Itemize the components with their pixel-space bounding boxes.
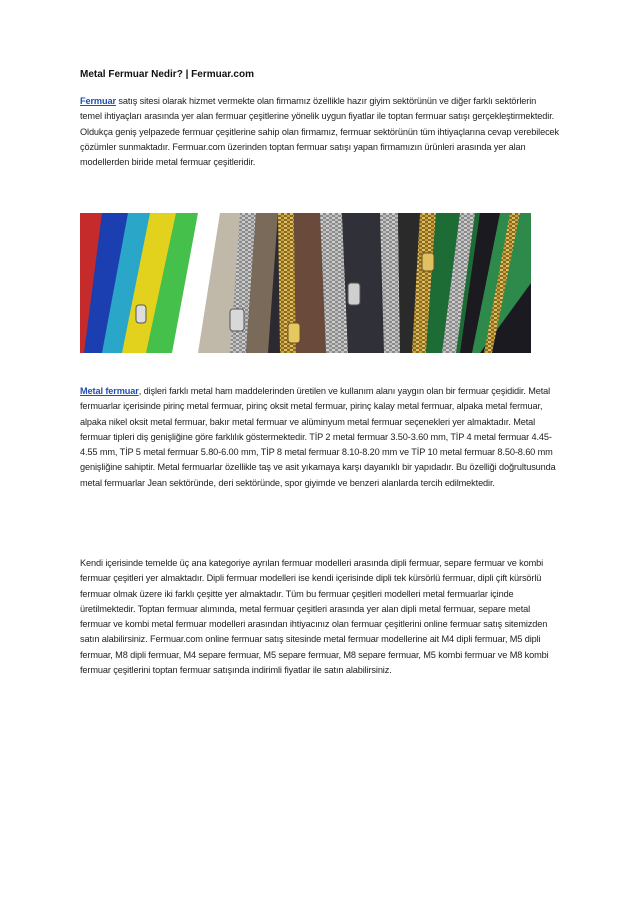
intro-paragraph — [80, 94, 560, 170]
metal-fermuar-text: , dişleri farklı metal ham maddelerinden üretilen ve kullanım alanı yaygın olan bir fermuar çeşididir. Metal fermuarlar içerisinde pirinç metal fermuar, pirinç oksit metal fermuar, pirinç kalay metal fermuar, alpaka metal fermuar, alpaka nikel oksit metal fermuar, bakır metal fermuar ve alüminyum metal fermuar seçenekleri yer almaktadır. Metal fermuar tipleri diş genişliğine göre farklılık göstermektedir. TİP 2 metal fermuar 3.50-3.60 mm, TİP 4 metal fermuar 4.45-4.55 mm, TİP 5 metal fermuar 5.80-6.00 mm, TİP 8 metal fermuar 8.10-8.20 mm ve TİP 10 metal fermuar 8.50-8.60 mm genişliğine sahiptir. Metal fermuarlar özellikle taş ve asit yıkamaya karşı dayanıklı bir yapıdadır. Bu özelliği doğrultusunda metal fermuarlar Jean sektöründe, deri sektöründe, spor giyimde ve benzeri alanlarda tercih edilmektedir. — [80, 386, 556, 488]
categories-paragraph-wrapper — [80, 556, 562, 686]
fermuar-link[interactable]: Fermuar — [80, 96, 116, 106]
metal-fermuar-paragraph — [80, 384, 562, 491]
categories-paragraph: Kendi içerisinde temelde üç ana kategoriye ayrılan fermuar modelleri arasında dipli fermuar, separe fermuar ve kombi fermuar çeşitleri yer almaktadır. Dipli fermuar modelleri ise kendi içerisinde dipli tek kürsörlü fermuar, dipli çift kürsörlü fermuar olmak üzere iki farklı çeşitte yer almaktadır. Tüm bu fermuar çeşitleri modelleri metal fermuarlar içinde üretilmektedir. Toptan fermuar alımında, metal fermuar çeşitleri arasında yer alan dipli metal fermuar, separe metal fermuar ve kombi metal fermuar modelleri arasından ihtiyacınız olan fermuar çeşitlerini online fermuar satış sitemizden satın alabilirsiniz. Fermuar.com online fermuar satış sitesinde metal fermuar modellerine ait M4 dipli fermuar, M5 dipli fermuar, M8 dipli fermuar, M4 separe fermuar, M5 separe fermuar, M8 separe fermuar, M5 kombi fermuar ve M8 kombi fermuar çeşitlerini toptan fermuar satışında indirimli fiyatlar ile satın alabilirsiniz. — [80, 558, 549, 676]
page-title: Metal Fermuar Nedir? | Fermuar.com — [80, 69, 254, 80]
document-body — [80, 68, 560, 178]
zippers-photo — [80, 213, 531, 353]
metal-fermuar-link[interactable]: Metal fermuar — [80, 386, 139, 396]
metal-fermuar-paragraph-wrapper — [80, 384, 562, 499]
intro-text: satış sitesi olarak hizmet vermekte olan firmamız özellikle hazır giyim sektörünün ve diğer farklı sektörlerin temel ihtiyaçları arasında yer alan fermuar çeşitlerine yönelik uygun fiyatlar ile toptan fermuar satışı gerçekleştirmektedir. Oldukça geniş yelpazede fermuar çeşitlerine sahip olan firmamız, fermuar sektörünün tüm ihtiyaçlarına cevap verebilecek çözümler sunmaktadır. Fermuar.com üzerinden toptan fermuar satışı yapan firmamızın ürünleri arasında yer alan modellerden biride metal fermuar çeşitleridir. — [80, 96, 560, 168]
